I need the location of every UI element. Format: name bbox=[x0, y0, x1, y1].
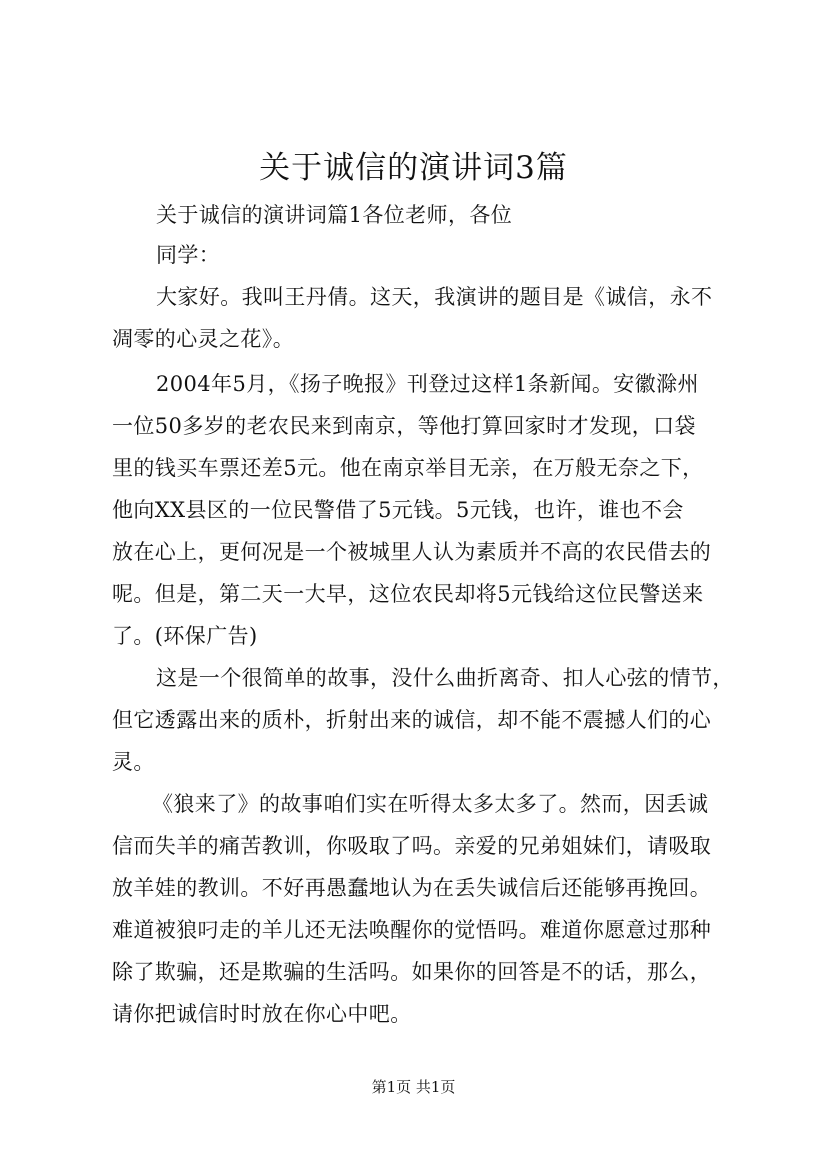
text-line: 凋零的心灵之花》。 bbox=[112, 327, 295, 351]
text-line: 了。(环保广告) bbox=[112, 624, 258, 648]
text-line: 但它透露出来的质朴，折射出来的诚信，却不能不震撼人们的心 bbox=[112, 708, 712, 732]
text-line: 大家好。我叫王丹倩。这天，我演讲的题目是《诚信，永不 bbox=[156, 285, 713, 309]
text-line: 灵。 bbox=[112, 750, 155, 774]
text-line: 一位50多岁的老农民来到南京，等他打算回家时才发现，口袋 bbox=[112, 414, 696, 438]
document-title: 关于诚信的演讲词3篇 bbox=[259, 150, 568, 186]
page-footer: 第1页 共1页 bbox=[371, 1078, 456, 1096]
text-line: 除了欺骗，还是欺骗的生活吗。如果你的回答是不的话，那么， bbox=[112, 960, 712, 984]
text-line: 呢。但是，第二天一大早，这位农民却将5元钱给这位民警送来 bbox=[112, 582, 704, 606]
text-line: 请你把诚信时时放在你心中吧。 bbox=[112, 1002, 412, 1026]
text-line: 放在心上，更何况是一个被城里人认为素质并不高的农民借去的 bbox=[112, 540, 712, 564]
text-line: 同学： bbox=[156, 243, 221, 267]
text-line: 《狼来了》的故事咱们实在听得太多太多了。然而，因丢诚 bbox=[152, 792, 709, 816]
text-line: 关于诚信的演讲词篇1各位老师，各位 bbox=[156, 203, 513, 227]
text-line: 这是一个很简单的故事，没什么曲折离奇、扣人心弦的情节， bbox=[156, 666, 734, 690]
text-line: 难道被狼叼走的羊儿还无法唤醒你的觉悟吗。难道你愿意过那种 bbox=[112, 918, 712, 942]
text-line: 他向XX县区的一位民警借了5元钱。5元钱，也许，谁也不会 bbox=[112, 498, 684, 522]
text-line: 放羊娃的教训。不好再愚蠢地认为在丢失诚信后还能够再挽回。 bbox=[112, 876, 712, 900]
text-line: 2004年5月，《扬子晚报》刊登过这样1条新闻。安徽滁州 bbox=[156, 372, 699, 396]
text-line: 信而失羊的痛苦教训，你吸取了吗。亲爱的兄弟姐妹们，请吸取 bbox=[112, 834, 712, 858]
text-line: 里的钱买车票还差5元。他在南京举目无亲，在万般无奈之下， bbox=[112, 456, 704, 480]
